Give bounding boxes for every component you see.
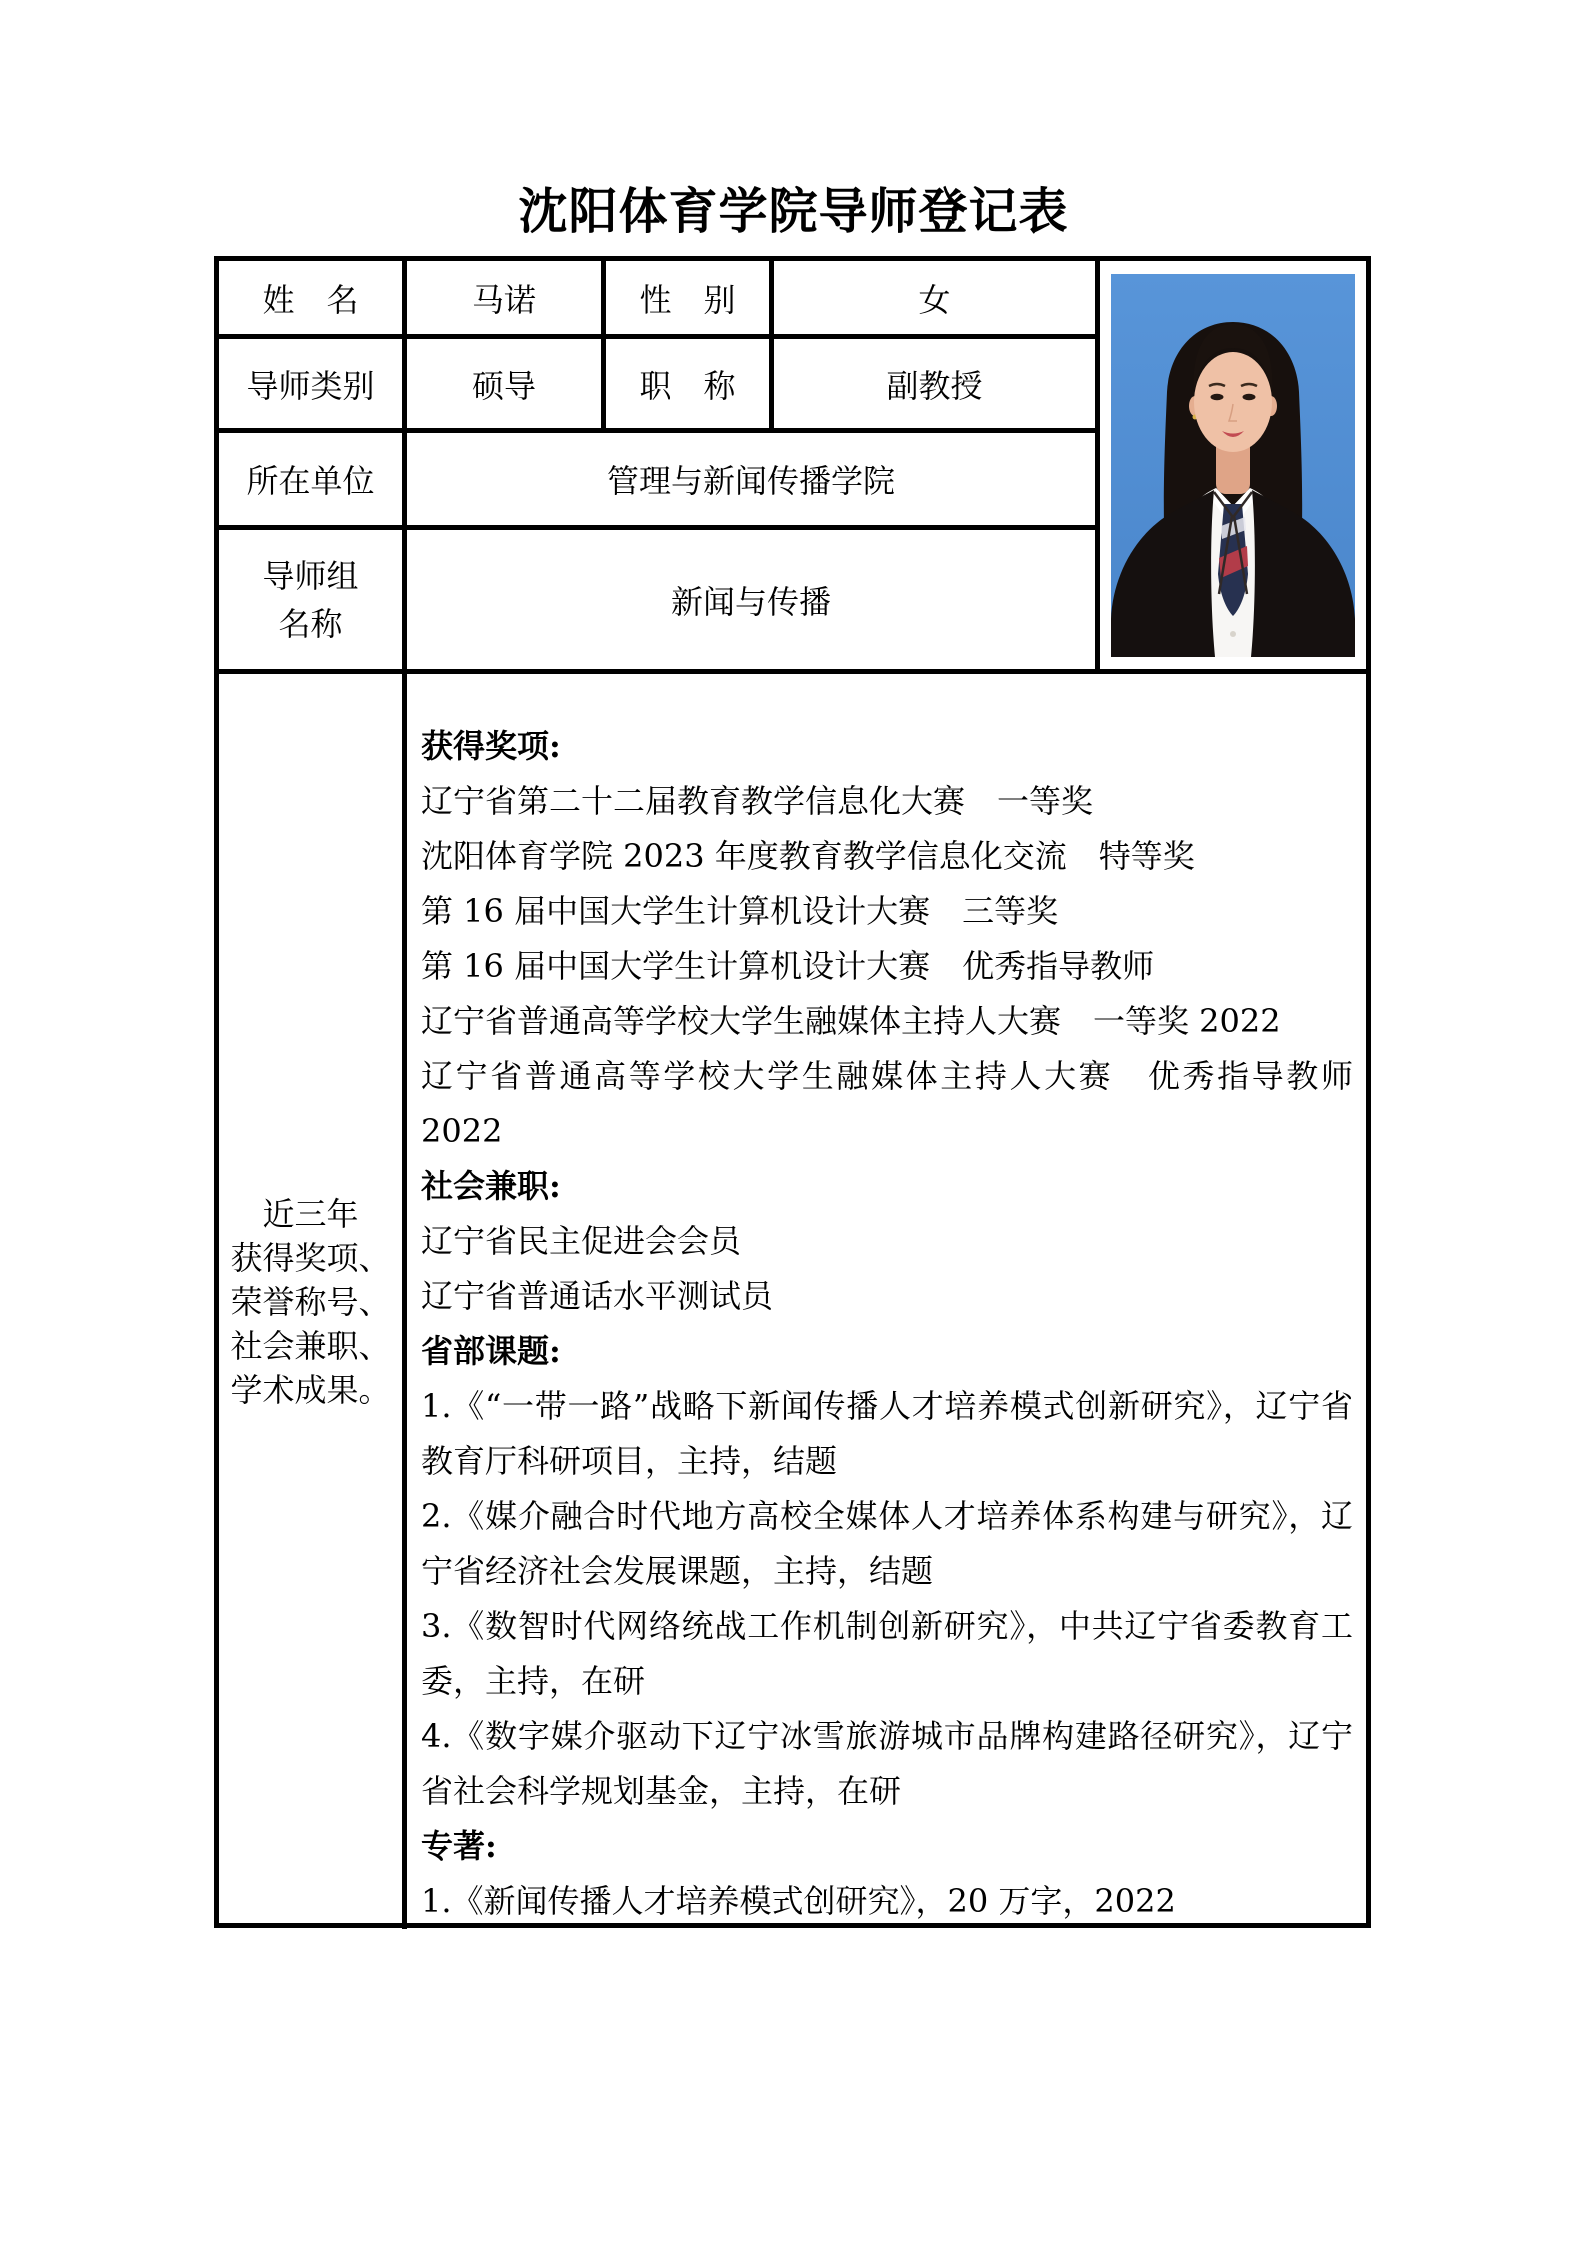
gender-label: 性 别 — [606, 261, 774, 339]
name-value: 马诺 — [407, 261, 606, 339]
award-item: 辽宁省普通高等学校大学生融媒体主持人大赛 优秀指导教师 2022 — [421, 1057, 1353, 1150]
social-item: 辽宁省普通话水平测试员 — [421, 1277, 774, 1315]
group-label-line1: 导师组 — [262, 556, 359, 595]
gender-value: 女 — [774, 261, 1100, 339]
project-item: 3.《数智时代网络统战工作机制创新研究》，中共辽宁省委教育工委，主持，在研 — [421, 1607, 1353, 1700]
award-item: 第 16 届中国大学生计算机设计大赛 优秀指导教师 — [421, 947, 1155, 985]
award-item: 辽宁省第二十二届教育教学信息化大赛 一等奖 — [421, 782, 1094, 820]
social-section-header: 社会兼职: — [421, 1167, 561, 1205]
summary-content — [407, 674, 1366, 1929]
award-item: 第 16 届中国大学生计算机设计大赛 三等奖 — [421, 892, 1059, 930]
registration-table — [214, 256, 1371, 1928]
group-label — [219, 530, 407, 674]
portrait-photo — [1111, 274, 1355, 657]
project-item: 1.《“一带一路”战略下新闻传播人才培养模式创新研究》，辽宁省教育厅科研项目，主持，结题 — [421, 1387, 1353, 1480]
social-item: 辽宁省民主促进会会员 — [421, 1222, 742, 1260]
unit-value: 管理与新闻传播学院 — [407, 433, 1100, 530]
awards-section-header: 获得奖项: — [421, 727, 561, 765]
summary-label-line: 社会兼职、 — [230, 1326, 391, 1365]
books-section-header: 专著: — [421, 1827, 497, 1865]
category-value: 硕导 — [407, 339, 606, 433]
unit-label: 所在单位 — [219, 433, 407, 530]
summary-label-line: 近三年 — [262, 1194, 359, 1233]
book-item: 1.《新闻传播人才培养模式创研究》，20 万字，2022 — [421, 1882, 1176, 1920]
portrait-photo-cell — [1100, 261, 1366, 674]
summary-label-line: 获得奖项、 — [230, 1238, 391, 1277]
shirt-button — [1230, 631, 1236, 637]
person-eye — [1211, 393, 1224, 399]
summary-label-line: 荣誉称号、 — [230, 1282, 391, 1321]
award-item: 辽宁省普通高等学校大学生融媒体主持人大赛 一等奖 2022 — [421, 1002, 1281, 1040]
summary-label — [219, 674, 407, 1929]
project-item: 2.《媒介融合时代地方高校全媒体人才培养体系构建与研究》，辽宁省经济社会发展课题，主持，结题 — [421, 1497, 1353, 1590]
group-label-line2: 名称 — [278, 604, 343, 643]
document-title: 沈阳体育学院导师登记表 — [518, 182, 1069, 240]
award-item: 沈阳体育学院 2023 年度教育教学信息化交流 特等奖 — [421, 837, 1195, 875]
name-label: 姓 名 — [219, 261, 407, 339]
person-eye — [1243, 393, 1256, 399]
projects-section-header: 省部课题: — [421, 1332, 561, 1370]
professional-title-value: 副教授 — [774, 339, 1100, 433]
professional-title-label: 职 称 — [606, 339, 774, 433]
project-item: 4.《数字媒介驱动下辽宁冰雪旅游城市品牌构建路径研究》，辽宁省社会科学规划基金，主持，在研 — [421, 1717, 1353, 1810]
summary-label-line: 学术成果。 — [230, 1370, 391, 1409]
category-label: 导师类别 — [219, 339, 407, 433]
group-value: 新闻与传播 — [407, 530, 1100, 674]
